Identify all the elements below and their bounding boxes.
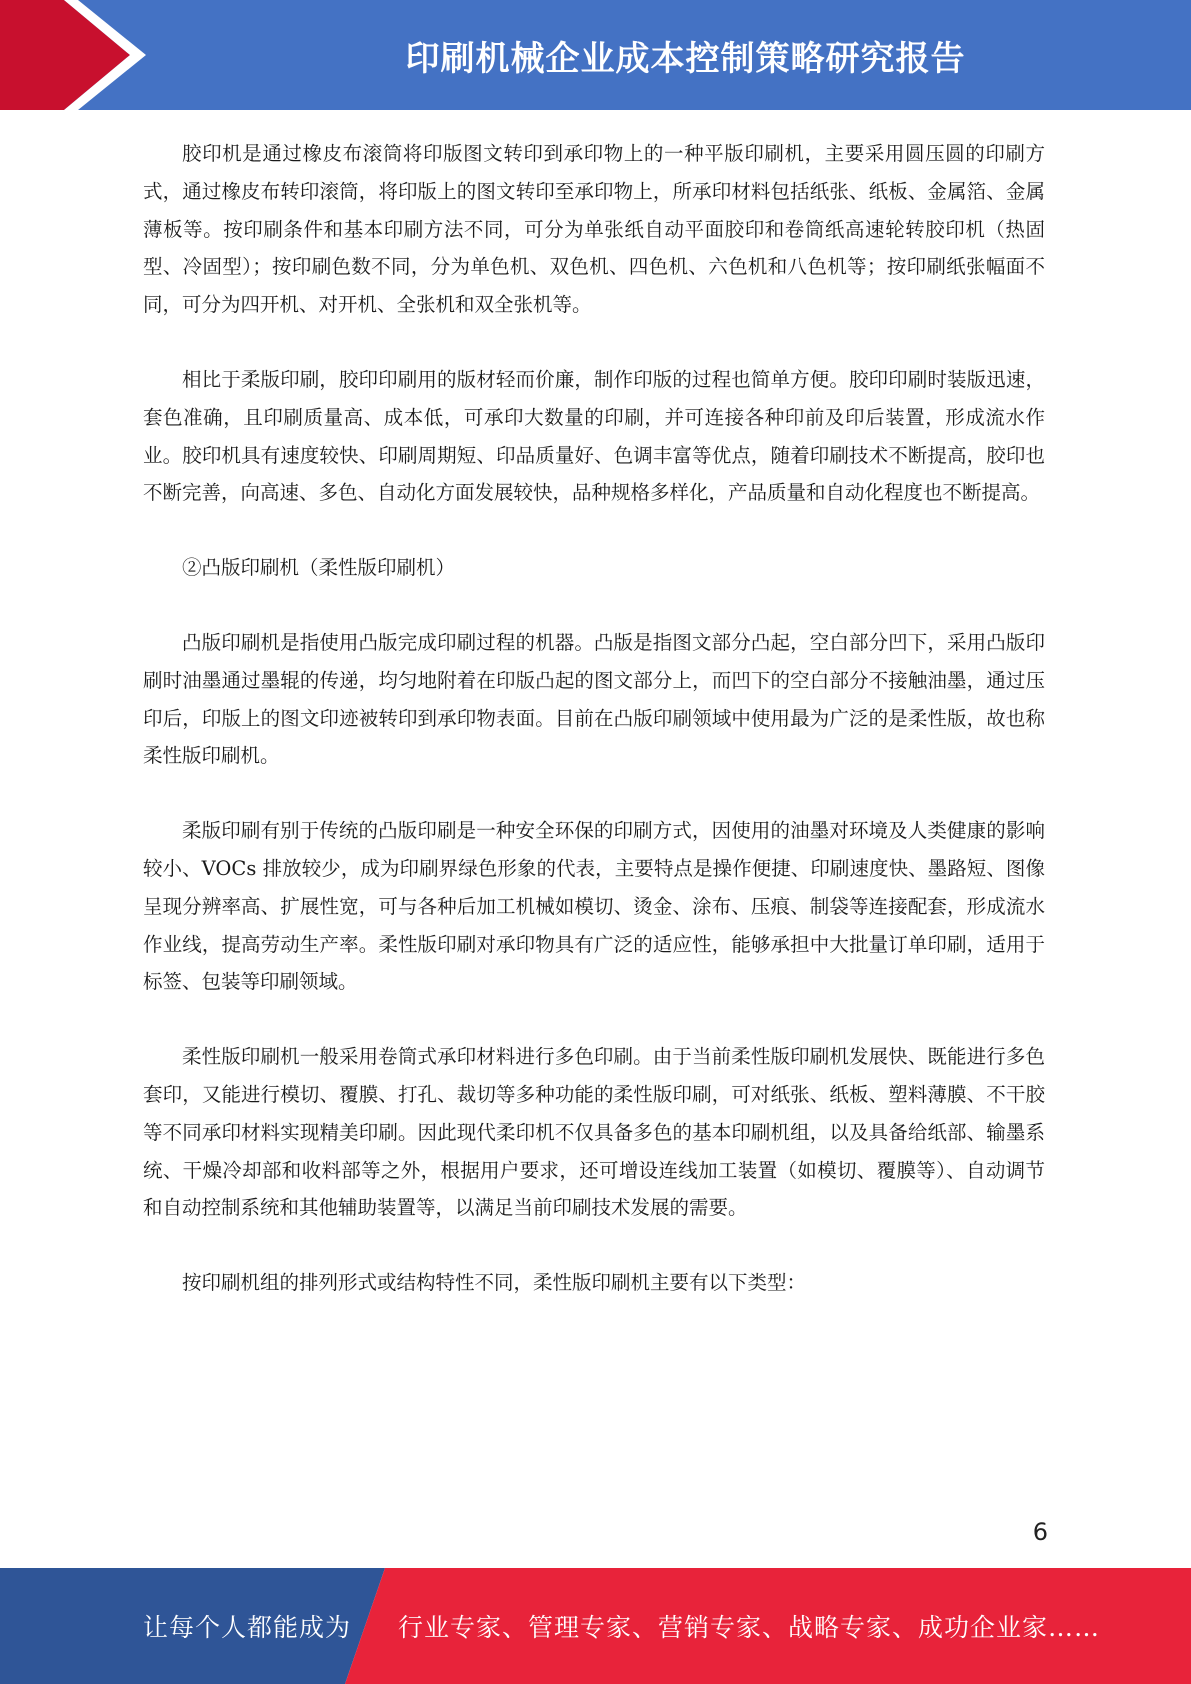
page-footer <box>0 1568 1191 1684</box>
header-chevron-decoration <box>0 0 160 110</box>
page-header <box>0 0 1191 110</box>
footer-slogan-left: 让每个人都能成为 <box>143 1613 352 1642</box>
document-title: 印刷机械企业成本控制策略研究报告 <box>405 38 966 79</box>
paragraph-flexo-machine: 柔性版印刷机一般采用卷筒式承印材料进行多色印刷。由于当前柔性版印刷机发展快、既能进行多色套印，又能进行模切、覆膜、打孔、裁切等多种功能的柔性版印刷，可对纸张、纸板、塑料薄膜、不干胶等不同承印材料实现精美印刷。因此现代柔印机不仅具备多色的基本印刷机组，以及具备给纸部、输墨系统、干燥冷却部和收料部等之外，根据用户要求，还可增设连线加工装置（如模切、覆膜等）、自动调节和自动控制系统和其他辅助装置等，以满足当前印刷技术发展的需要。 <box>143 1045 1045 1220</box>
header-red-triangle <box>0 0 130 110</box>
paragraph-letterpress-definition: 凸版印刷机是指使用凸版完成印刷过程的机器。凸版是指图文部分凸起，空白部分凹下，采用凸版印刷时油墨通过墨辊的传递，均匀地附着在印版凸起的图文部分上，而凹下的空白部分不接触油墨，通过压印后，印版上的图文印迹被转印到承印物表面。目前在凸版印刷领域中使用最为广泛的是柔性版，故也称柔性版印刷机。 <box>143 630 1045 768</box>
footer-slogan-right: 行业专家、管理专家、营销专家、战略专家、成功企业家…… <box>398 1613 1101 1642</box>
paragraph-flexo-features: 柔版印刷有别于传统的凸版印刷是一种安全环保的印刷方式，因使用的油墨对环境及人类健康的影响较小、VOCs 排放较少，成为印刷界绿色形象的代表，主要特点是操作便捷、印刷速度快、墨路短、图像呈现分辨率高、扩展性宽，可与各种后加工机械如模切、烫金、涂布、压痕、制袋等连接配套，形成流水作业线，提高劳动生产率。柔性版印刷对承印物具有广泛的适应性，能够承担中大批量订单印刷，适用于标签、包装等印刷领域。 <box>143 819 1045 994</box>
section-heading-letterpress: ②凸版印刷机（柔性版印刷机） <box>182 556 456 580</box>
paragraph-flexo-types-intro: 按印刷机组的排列形式或结构特性不同，柔性版印刷机主要有以下类型： <box>182 1271 807 1295</box>
page-number: 6 <box>1032 1518 1048 1546</box>
paragraph-offset-advantages: 相比于柔版印刷，胶印印刷用的版材轻而价廉，制作印版的过程也简单方便。胶印印刷时装版迅速，套色准确，且印刷质量高、成本低，可承印大数量的印刷，并可连接各种印前及印后装置，形成流水作业。胶印机具有速度较快、印刷周期短、印品质量好、色调丰富等优点，随着印刷技术不断提高，胶印也不断完善，向高速、多色、自动化方面发展较快，品种规格多样化，产品质量和自动化程度也不断提高。 <box>143 367 1045 505</box>
document-body <box>143 135 1045 1339</box>
paragraph-offset-press: 胶印机是通过橡皮布滚筒将印版图文转印到承印物上的一种平版印刷机，主要采用圆压圆的印刷方式，通过橡皮布转印滚筒，将印版上的图文转印至承印物上，所承印材料包括纸张、纸板、金属箔、金属薄板等。按印刷条件和基本印刷方法不同，可分为单张纸自动平面胶印和卷筒纸高速轮转胶印机（热固型、冷固型）；按印刷色数不同，分为单色机、双色机、四色机、六色机和八色机等；按印刷纸张幅面不同，可分为四开机、对开机、全张机和双全张机等。 <box>143 142 1045 317</box>
